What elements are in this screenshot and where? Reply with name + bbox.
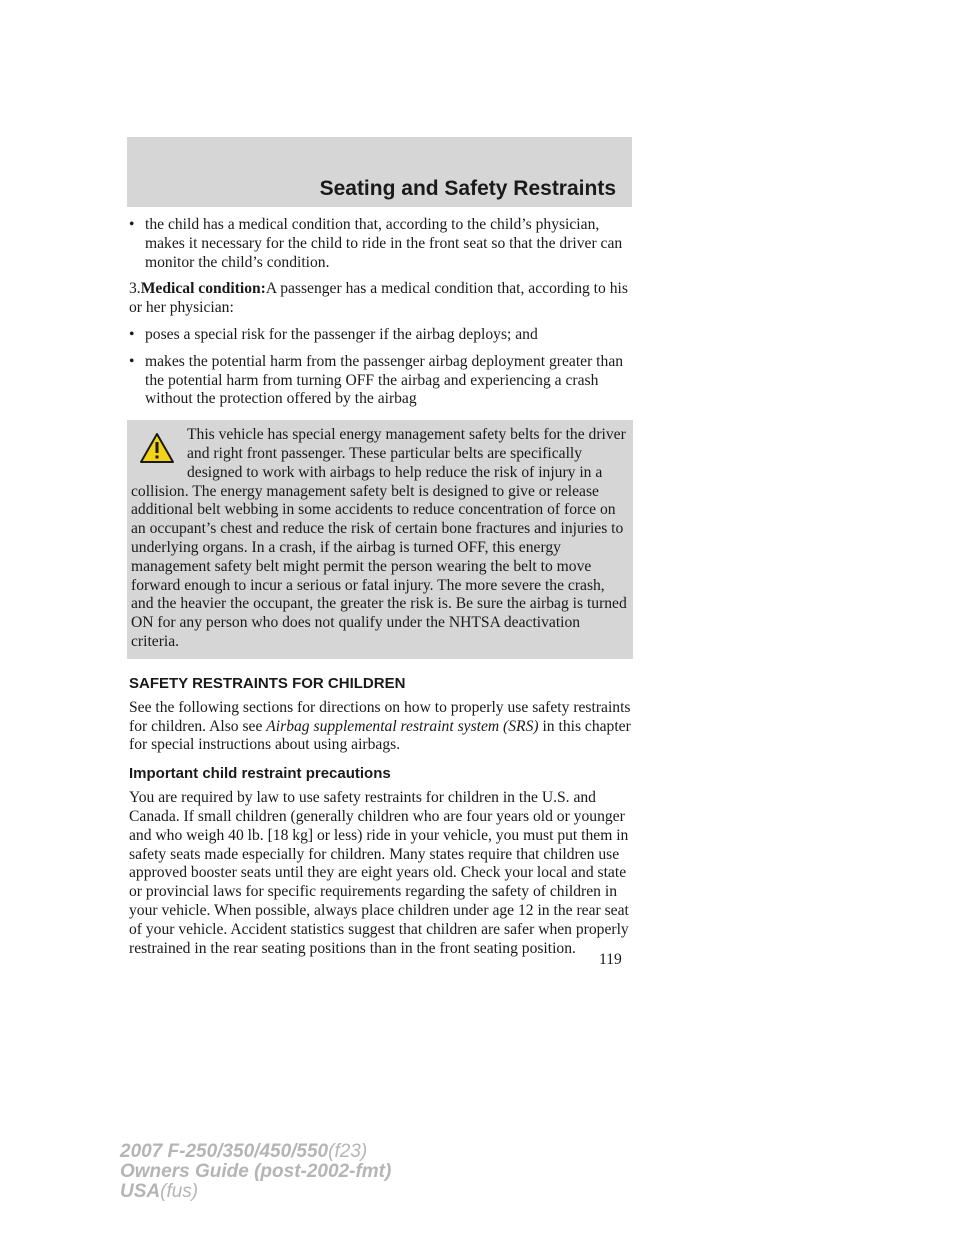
section-heading: SAFETY RESTRAINTS FOR CHILDREN (129, 674, 406, 692)
intro-text-end: in this chapter for special instructions about using airbags. (129, 717, 631, 754)
list-item (129, 326, 631, 345)
list-item (129, 216, 631, 272)
subsection-heading: Important child restraint precautions (129, 765, 391, 783)
list-item (129, 353, 631, 409)
bullet-icon: • (129, 352, 135, 370)
medical-condition-label: Medical condition: (140, 280, 266, 298)
footer-line-3 (120, 1182, 391, 1202)
warning-triangle-icon (139, 432, 175, 464)
footer-line-1 (120, 1142, 391, 1162)
intro-text: See the following sections for directions on how to properly use safety restraints for children. Also see (129, 698, 631, 735)
footer-market-code: (fus) (160, 1181, 199, 1202)
footer (120, 1142, 391, 1202)
item-number: 3. (129, 280, 141, 298)
bullet-icon: • (129, 325, 135, 343)
chapter-title: Seating and Safety Restraints (319, 177, 616, 200)
warning-text: This vehicle has special energy management safety belts for the driver and right front passenger. These particular belts are specifically designed to work with airbags to help reduce the risk of injury in a collision. The energy management safety belt is designed to give or release additional belt webbing in some accidents to reduce concentration of force on an occupant’s chest and reduce the risk of certain bone fractures and injuries to underlying organs. In a crash, if the airbag is turned OFF, this energy management safety belt might permit the person wearing the belt to move forward enough to incur a serious or fatal injury. The more severe the crash, and the heavier the occupant, the greater the risk is. Be sure the airbag is turned ON for any person who does not qualify under the NHTSA deactivation criteria. (131, 426, 627, 650)
bullet-text: makes the potential harm from the passenger airbag deployment greater than the potential harm from turning OFF the airbag and experiencing a crash without the protection offered by the airbag (145, 352, 624, 408)
header-band (127, 137, 632, 207)
medical-condition-paragraph (129, 280, 631, 318)
cross-reference: Airbag supplemental restraint system (SRS) (266, 717, 539, 735)
warning-box (127, 420, 633, 659)
page-number: 119 (599, 951, 622, 968)
bullet-text: the child has a medical condition that, according to the child’s physician, makes it necessary for the child to ride in the front seat so that the driver can monitor the child’s condition. (145, 216, 623, 271)
section-intro (129, 699, 631, 755)
footer-model: 2007 F-250/350/450/550 (120, 1141, 329, 1162)
footer-line-2: Owners Guide (post-2002-fmt) (120, 1161, 392, 1182)
medical-condition-text: A passenger has a medical condition that, according to his or her physician: (129, 280, 628, 317)
subsection-text: You are required by law to use safety restraints for children in the U.S. and Canada. If small children (generally children who are four years old or younger and who weigh 40 lb. [18 kg] or less) ride in your vehicle, you must put them in safety seats made especially for children. Many states require that children use approved booster seats until they are eight years old. Check your local and state or provincial laws for specific requirements regarding the safety of children in your vehicle. When possible, always place children under age 12 in the rear seat of your vehicle. Accident statistics suggest that children are safer when properly restrained in the rear seating positions than in the front seating position. (129, 789, 629, 957)
footer-model-code: (f23) (328, 1141, 368, 1162)
bullet-text: poses a special risk for the passenger if the airbag deploys; and (145, 325, 538, 343)
footer-market: USA (120, 1181, 161, 1202)
page-content (129, 216, 631, 966)
bullet-icon: • (129, 216, 135, 233)
